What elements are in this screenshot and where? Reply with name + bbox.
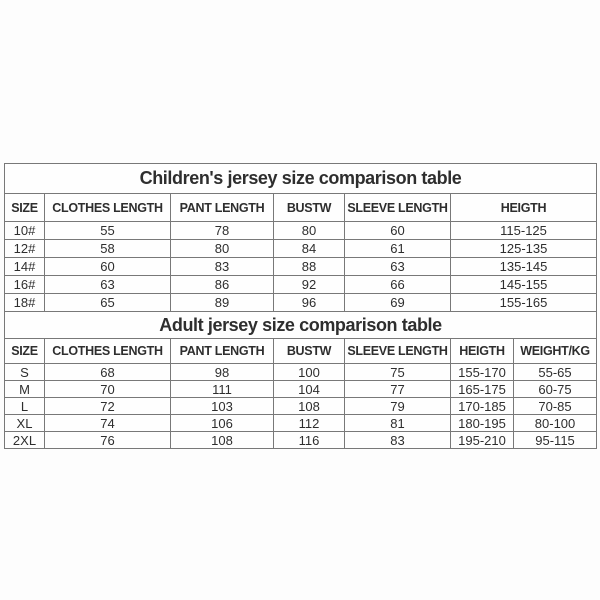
table-cell: 12#	[5, 240, 45, 258]
table-cell: 108	[274, 398, 345, 415]
table-cell: 60-75	[514, 381, 597, 398]
table-cell: 68	[45, 364, 171, 381]
children-header-bustw: BUSTW	[274, 194, 345, 222]
table-cell: 103	[171, 398, 274, 415]
table-cell: 63	[45, 276, 171, 294]
table-cell: 180-195	[451, 415, 514, 432]
adult-header-bustw: BUSTW	[274, 339, 345, 364]
table-cell: 63	[345, 258, 451, 276]
table-row	[5, 432, 597, 449]
table-cell: 100	[274, 364, 345, 381]
table-cell: 112	[274, 415, 345, 432]
table-cell: 95-115	[514, 432, 597, 449]
table-cell: 195-210	[451, 432, 514, 449]
table-cell: M	[5, 381, 45, 398]
table-cell: 88	[274, 258, 345, 276]
table-cell: S	[5, 364, 45, 381]
table-cell: 58	[45, 240, 171, 258]
table-cell: 155-170	[451, 364, 514, 381]
adult-header-clothes-length: CLOTHES LENGTH	[45, 339, 171, 364]
table-cell: 14#	[5, 258, 45, 276]
table-row	[5, 294, 597, 312]
table-cell: 106	[171, 415, 274, 432]
children-header-row	[5, 194, 597, 222]
table-cell: 84	[274, 240, 345, 258]
table-cell: 77	[345, 381, 451, 398]
table-cell: 96	[274, 294, 345, 312]
children-header-clothes-length: CLOTHES LENGTH	[45, 194, 171, 222]
table-cell: 170-185	[451, 398, 514, 415]
table-cell: 76	[45, 432, 171, 449]
table-cell: 80	[274, 222, 345, 240]
adult-header-heigth: HEIGTH	[451, 339, 514, 364]
table-cell: 72	[45, 398, 171, 415]
table-cell: 75	[345, 364, 451, 381]
table-cell: 145-155	[451, 276, 597, 294]
children-header-pant-length: PANT LENGTH	[171, 194, 274, 222]
table-cell: 83	[171, 258, 274, 276]
table-row	[5, 222, 597, 240]
table-cell: 60	[345, 222, 451, 240]
table-cell: 74	[45, 415, 171, 432]
adult-header-sleeve-length: SLEEVE LENGTH	[345, 339, 451, 364]
table-cell: 125-135	[451, 240, 597, 258]
children-table-title: Children's jersey size comparison table	[5, 164, 597, 194]
adult-header-weight-kg: WEIGHT/KG	[514, 339, 597, 364]
table-row	[5, 381, 597, 398]
table-cell: 89	[171, 294, 274, 312]
adult-header-pant-length: PANT LENGTH	[171, 339, 274, 364]
table-cell: 135-145	[451, 258, 597, 276]
table-cell: 111	[171, 381, 274, 398]
children-header-heigth: HEIGTH	[451, 194, 597, 222]
table-cell: 83	[345, 432, 451, 449]
children-header-sleeve-length: SLEEVE LENGTH	[345, 194, 451, 222]
table-cell: 115-125	[451, 222, 597, 240]
table-cell: 80	[171, 240, 274, 258]
table-row	[5, 398, 597, 415]
table-cell: 155-165	[451, 294, 597, 312]
table-row	[5, 415, 597, 432]
table-cell: 61	[345, 240, 451, 258]
table-cell: 66	[345, 276, 451, 294]
table-cell: 69	[345, 294, 451, 312]
table-cell: 2XL	[5, 432, 45, 449]
table-cell: 78	[171, 222, 274, 240]
table-cell: 55-65	[514, 364, 597, 381]
table-cell: 70	[45, 381, 171, 398]
table-row	[5, 364, 597, 381]
table-cell: 70-85	[514, 398, 597, 415]
table-cell: 80-100	[514, 415, 597, 432]
table-cell: 18#	[5, 294, 45, 312]
children-title-row	[5, 164, 597, 194]
table-cell: 10#	[5, 222, 45, 240]
adult-header-row	[5, 339, 597, 364]
table-cell: 104	[274, 381, 345, 398]
table-row	[5, 240, 597, 258]
table-cell: 116	[274, 432, 345, 449]
table-cell: 165-175	[451, 381, 514, 398]
adult-header-size: SIZE	[5, 339, 45, 364]
table-cell: XL	[5, 415, 45, 432]
table-cell: 55	[45, 222, 171, 240]
table-cell: 65	[45, 294, 171, 312]
table-cell: 92	[274, 276, 345, 294]
children-header-size: SIZE	[5, 194, 45, 222]
table-cell: 16#	[5, 276, 45, 294]
adult-title-row	[5, 312, 597, 339]
table-cell: 86	[171, 276, 274, 294]
table-cell: 79	[345, 398, 451, 415]
table-cell: 60	[45, 258, 171, 276]
table-cell: 108	[171, 432, 274, 449]
size-comparison-table	[4, 163, 597, 449]
adult-table-title: Adult jersey size comparison table	[5, 312, 597, 339]
table-row	[5, 276, 597, 294]
table-cell: L	[5, 398, 45, 415]
table-cell: 81	[345, 415, 451, 432]
table-cell: 98	[171, 364, 274, 381]
table-row	[5, 258, 597, 276]
